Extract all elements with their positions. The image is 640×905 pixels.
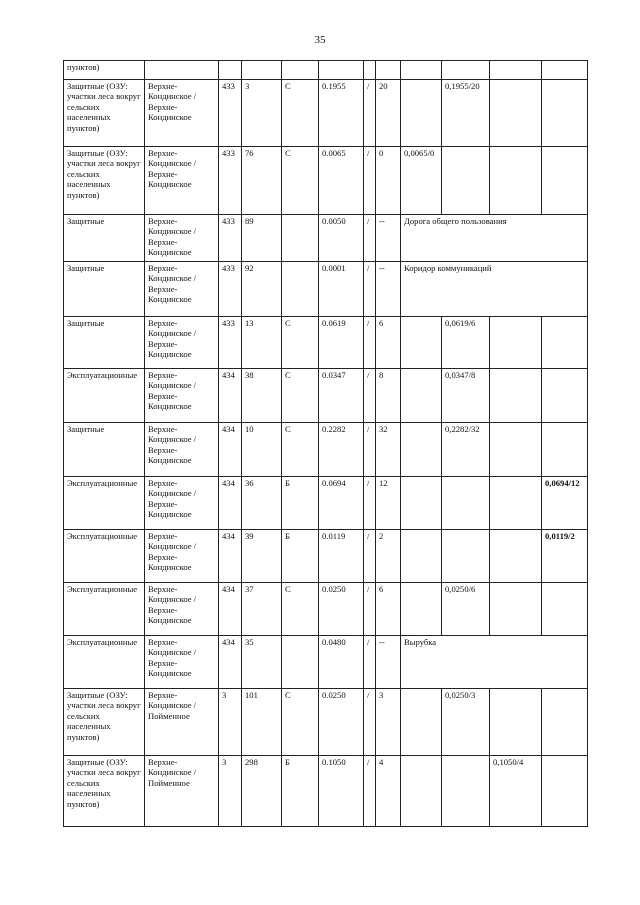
empty-cell [364, 61, 376, 80]
area-cell: 0.0065 [319, 147, 364, 215]
count-cell: 8 [376, 369, 401, 423]
section-cell: 89 [242, 215, 282, 262]
section-cell: 13 [242, 317, 282, 369]
value-cell-1 [401, 477, 442, 530]
table-row [64, 756, 588, 827]
forestry-cell: Верхне-Кондинское / Верхне-Кондинское [145, 80, 219, 147]
category-cell: С [282, 317, 319, 369]
quarter-cell: 433 [219, 147, 242, 215]
value-cell-4 [542, 147, 588, 215]
forestry-cell: Верхне-Кондинское / Верхне-Кондинское [145, 636, 219, 689]
section-cell: 101 [242, 689, 282, 756]
value-cell-4 [542, 423, 588, 477]
area-cell: 0.0050 [319, 215, 364, 262]
value-cell-2: 0,0619/6 [442, 317, 490, 369]
purpose-cell: Защитные [64, 215, 145, 262]
empty-cell [282, 61, 319, 80]
forestry-cell: Верхне-Кондинское / Верхне-Кондинское [145, 583, 219, 636]
purpose-cell: Эксплуатационные [64, 583, 145, 636]
count-cell: -- [376, 636, 401, 689]
table-row-continuation [64, 61, 588, 80]
count-cell: 4 [376, 756, 401, 827]
value-cell-1 [401, 583, 442, 636]
section-cell: 38 [242, 369, 282, 423]
note-cell: Коридор коммуникаций [401, 262, 588, 317]
table-row [64, 477, 588, 530]
empty-cell [442, 61, 490, 80]
value-cell-1: 0,0065/0 [401, 147, 442, 215]
value-cell-1 [401, 317, 442, 369]
quarter-cell: 434 [219, 583, 242, 636]
count-cell: 2 [376, 530, 401, 583]
section-cell: 92 [242, 262, 282, 317]
count-cell: 3 [376, 689, 401, 756]
area-cell: 0.1955 [319, 80, 364, 147]
purpose-cell: Защитные (ОЗУ: участки леса вокруг сельских населенных пунктов) [64, 80, 145, 147]
quarter-cell: 433 [219, 262, 242, 317]
count-cell: -- [376, 215, 401, 262]
category-cell: С [282, 583, 319, 636]
value-cell-1 [401, 369, 442, 423]
count-cell: 20 [376, 80, 401, 147]
slash-cell: / [364, 423, 376, 477]
empty-cell [219, 61, 242, 80]
value-cell-3 [490, 530, 542, 583]
purpose-cell: Защитные [64, 423, 145, 477]
table-row [64, 317, 588, 369]
value-cell-1 [401, 756, 442, 827]
slash-cell: / [364, 756, 376, 827]
empty-cell [401, 61, 442, 80]
slash-cell: / [364, 530, 376, 583]
area-cell: 0.0001 [319, 262, 364, 317]
area-cell: 0.0480 [319, 636, 364, 689]
purpose-cell: Защитные (ОЗУ: участки леса вокруг сельских населенных пунктов) [64, 147, 145, 215]
category-cell: Б [282, 477, 319, 530]
value-cell-4 [542, 369, 588, 423]
value-cell-2: 0,1955/20 [442, 80, 490, 147]
value-cell-4: 0,0694/12 [542, 477, 588, 530]
forestry-cell: Верхне-Кондинское / Верхне-Кондинское [145, 215, 219, 262]
category-cell: С [282, 369, 319, 423]
purpose-cell: Защитные (ОЗУ: участки леса вокруг сельских населенных пунктов) [64, 689, 145, 756]
value-cell-4: 0,0119/2 [542, 530, 588, 583]
section-cell: 36 [242, 477, 282, 530]
forestry-cell: Верхне-Кондинское / Верхне-Кондинское [145, 369, 219, 423]
area-cell: 0.0619 [319, 317, 364, 369]
category-cell: Б [282, 756, 319, 827]
section-cell: 3 [242, 80, 282, 147]
value-cell-3 [490, 369, 542, 423]
table-row [64, 530, 588, 583]
slash-cell: / [364, 317, 376, 369]
section-cell: 35 [242, 636, 282, 689]
table-row [64, 80, 588, 147]
note-cell: Вырубка [401, 636, 588, 689]
category-cell: С [282, 147, 319, 215]
slash-cell: / [364, 369, 376, 423]
area-cell: 0.2282 [319, 423, 364, 477]
area-cell: 0.0347 [319, 369, 364, 423]
value-cell-4 [542, 80, 588, 147]
purpose-cell: Эксплуатационные [64, 530, 145, 583]
quarter-cell: 433 [219, 80, 242, 147]
count-cell: 0 [376, 147, 401, 215]
count-cell: 32 [376, 423, 401, 477]
value-cell-2: 0,0250/3 [442, 689, 490, 756]
table-row [64, 147, 588, 215]
quarter-cell: 434 [219, 477, 242, 530]
quarter-cell: 433 [219, 317, 242, 369]
value-cell-1 [401, 423, 442, 477]
value-cell-1 [401, 689, 442, 756]
value-cell-3 [490, 689, 542, 756]
section-cell: 39 [242, 530, 282, 583]
value-cell-1 [401, 530, 442, 583]
forestry-cell: Верхне-Кондинское / Верхне-Кондинское [145, 530, 219, 583]
section-cell: 76 [242, 147, 282, 215]
value-cell-2 [442, 147, 490, 215]
area-cell: 0.0250 [319, 583, 364, 636]
category-cell: Б [282, 530, 319, 583]
table-body [64, 61, 588, 827]
forestry-cell: Верхне-Кондинское / Пойменное [145, 756, 219, 827]
table-row [64, 215, 588, 262]
value-cell-4 [542, 689, 588, 756]
table-row [64, 369, 588, 423]
forestry-cell: Верхне-Кондинское / Верхне-Кондинское [145, 147, 219, 215]
value-cell-2: 0,0250/6 [442, 583, 490, 636]
slash-cell: / [364, 80, 376, 147]
forestry-cell: Верхне-Кондинское / Верхне-Кондинское [145, 317, 219, 369]
count-cell: 6 [376, 317, 401, 369]
slash-cell: / [364, 636, 376, 689]
value-cell-2: 0,2282/32 [442, 423, 490, 477]
value-cell-3 [490, 423, 542, 477]
quarter-cell: 3 [219, 689, 242, 756]
slash-cell: / [364, 689, 376, 756]
value-cell-1 [401, 80, 442, 147]
note-cell: Дорога общего пользования [401, 215, 588, 262]
category-cell: С [282, 689, 319, 756]
section-cell: 10 [242, 423, 282, 477]
count-cell: -- [376, 262, 401, 317]
slash-cell: / [364, 583, 376, 636]
value-cell-2: 0,0347/8 [442, 369, 490, 423]
forestry-cell: Верхне-Кондинское / Верхне-Кондинское [145, 262, 219, 317]
purpose-cell: пунктов) [64, 61, 145, 80]
purpose-cell: Защитные [64, 317, 145, 369]
empty-cell [490, 61, 542, 80]
value-cell-3: 0,1050/4 [490, 756, 542, 827]
forestry-cell: Верхне-Кондинское / Верхне-Кондинское [145, 423, 219, 477]
section-cell: 37 [242, 583, 282, 636]
count-cell: 12 [376, 477, 401, 530]
value-cell-2 [442, 756, 490, 827]
value-cell-3 [490, 477, 542, 530]
quarter-cell: 434 [219, 636, 242, 689]
value-cell-2 [442, 477, 490, 530]
value-cell-4 [542, 317, 588, 369]
area-cell: 0.0694 [319, 477, 364, 530]
area-cell: 0.1050 [319, 756, 364, 827]
table-row [64, 423, 588, 477]
slash-cell: / [364, 477, 376, 530]
empty-cell [376, 61, 401, 80]
value-cell-4 [542, 756, 588, 827]
quarter-cell: 434 [219, 369, 242, 423]
value-cell-3 [490, 80, 542, 147]
area-cell: 0.0250 [319, 689, 364, 756]
value-cell-3 [490, 317, 542, 369]
forest-plot-table [63, 60, 588, 827]
value-cell-2 [442, 530, 490, 583]
table-row [64, 262, 588, 317]
category-cell: С [282, 80, 319, 147]
section-cell: 298 [242, 756, 282, 827]
table-row [64, 583, 588, 636]
slash-cell: / [364, 215, 376, 262]
value-cell-3 [490, 147, 542, 215]
forestry-cell: Верхне-Кондинское / Верхне-Кондинское [145, 477, 219, 530]
count-cell: 6 [376, 583, 401, 636]
value-cell-4 [542, 583, 588, 636]
category-cell: С [282, 423, 319, 477]
slash-cell: / [364, 147, 376, 215]
category-cell [282, 215, 319, 262]
purpose-cell: Защитные (ОЗУ: участки леса вокруг сельских населенных пунктов) [64, 756, 145, 827]
page-number: 35 [314, 34, 326, 46]
empty-cell [145, 61, 219, 80]
table-row [64, 636, 588, 689]
purpose-cell: Защитные [64, 262, 145, 317]
purpose-cell: Эксплуатационные [64, 636, 145, 689]
empty-cell [542, 61, 588, 80]
slash-cell: / [364, 262, 376, 317]
category-cell [282, 262, 319, 317]
value-cell-3 [490, 583, 542, 636]
area-cell: 0.0119 [319, 530, 364, 583]
table-row [64, 689, 588, 756]
empty-cell [242, 61, 282, 80]
quarter-cell: 433 [219, 215, 242, 262]
purpose-cell: Эксплуатационные [64, 477, 145, 530]
quarter-cell: 434 [219, 423, 242, 477]
purpose-cell: Эксплуатационные [64, 369, 145, 423]
quarter-cell: 3 [219, 756, 242, 827]
quarter-cell: 434 [219, 530, 242, 583]
forestry-cell: Верхне-Кондинское / Пойменное [145, 689, 219, 756]
empty-cell [319, 61, 364, 80]
category-cell [282, 636, 319, 689]
